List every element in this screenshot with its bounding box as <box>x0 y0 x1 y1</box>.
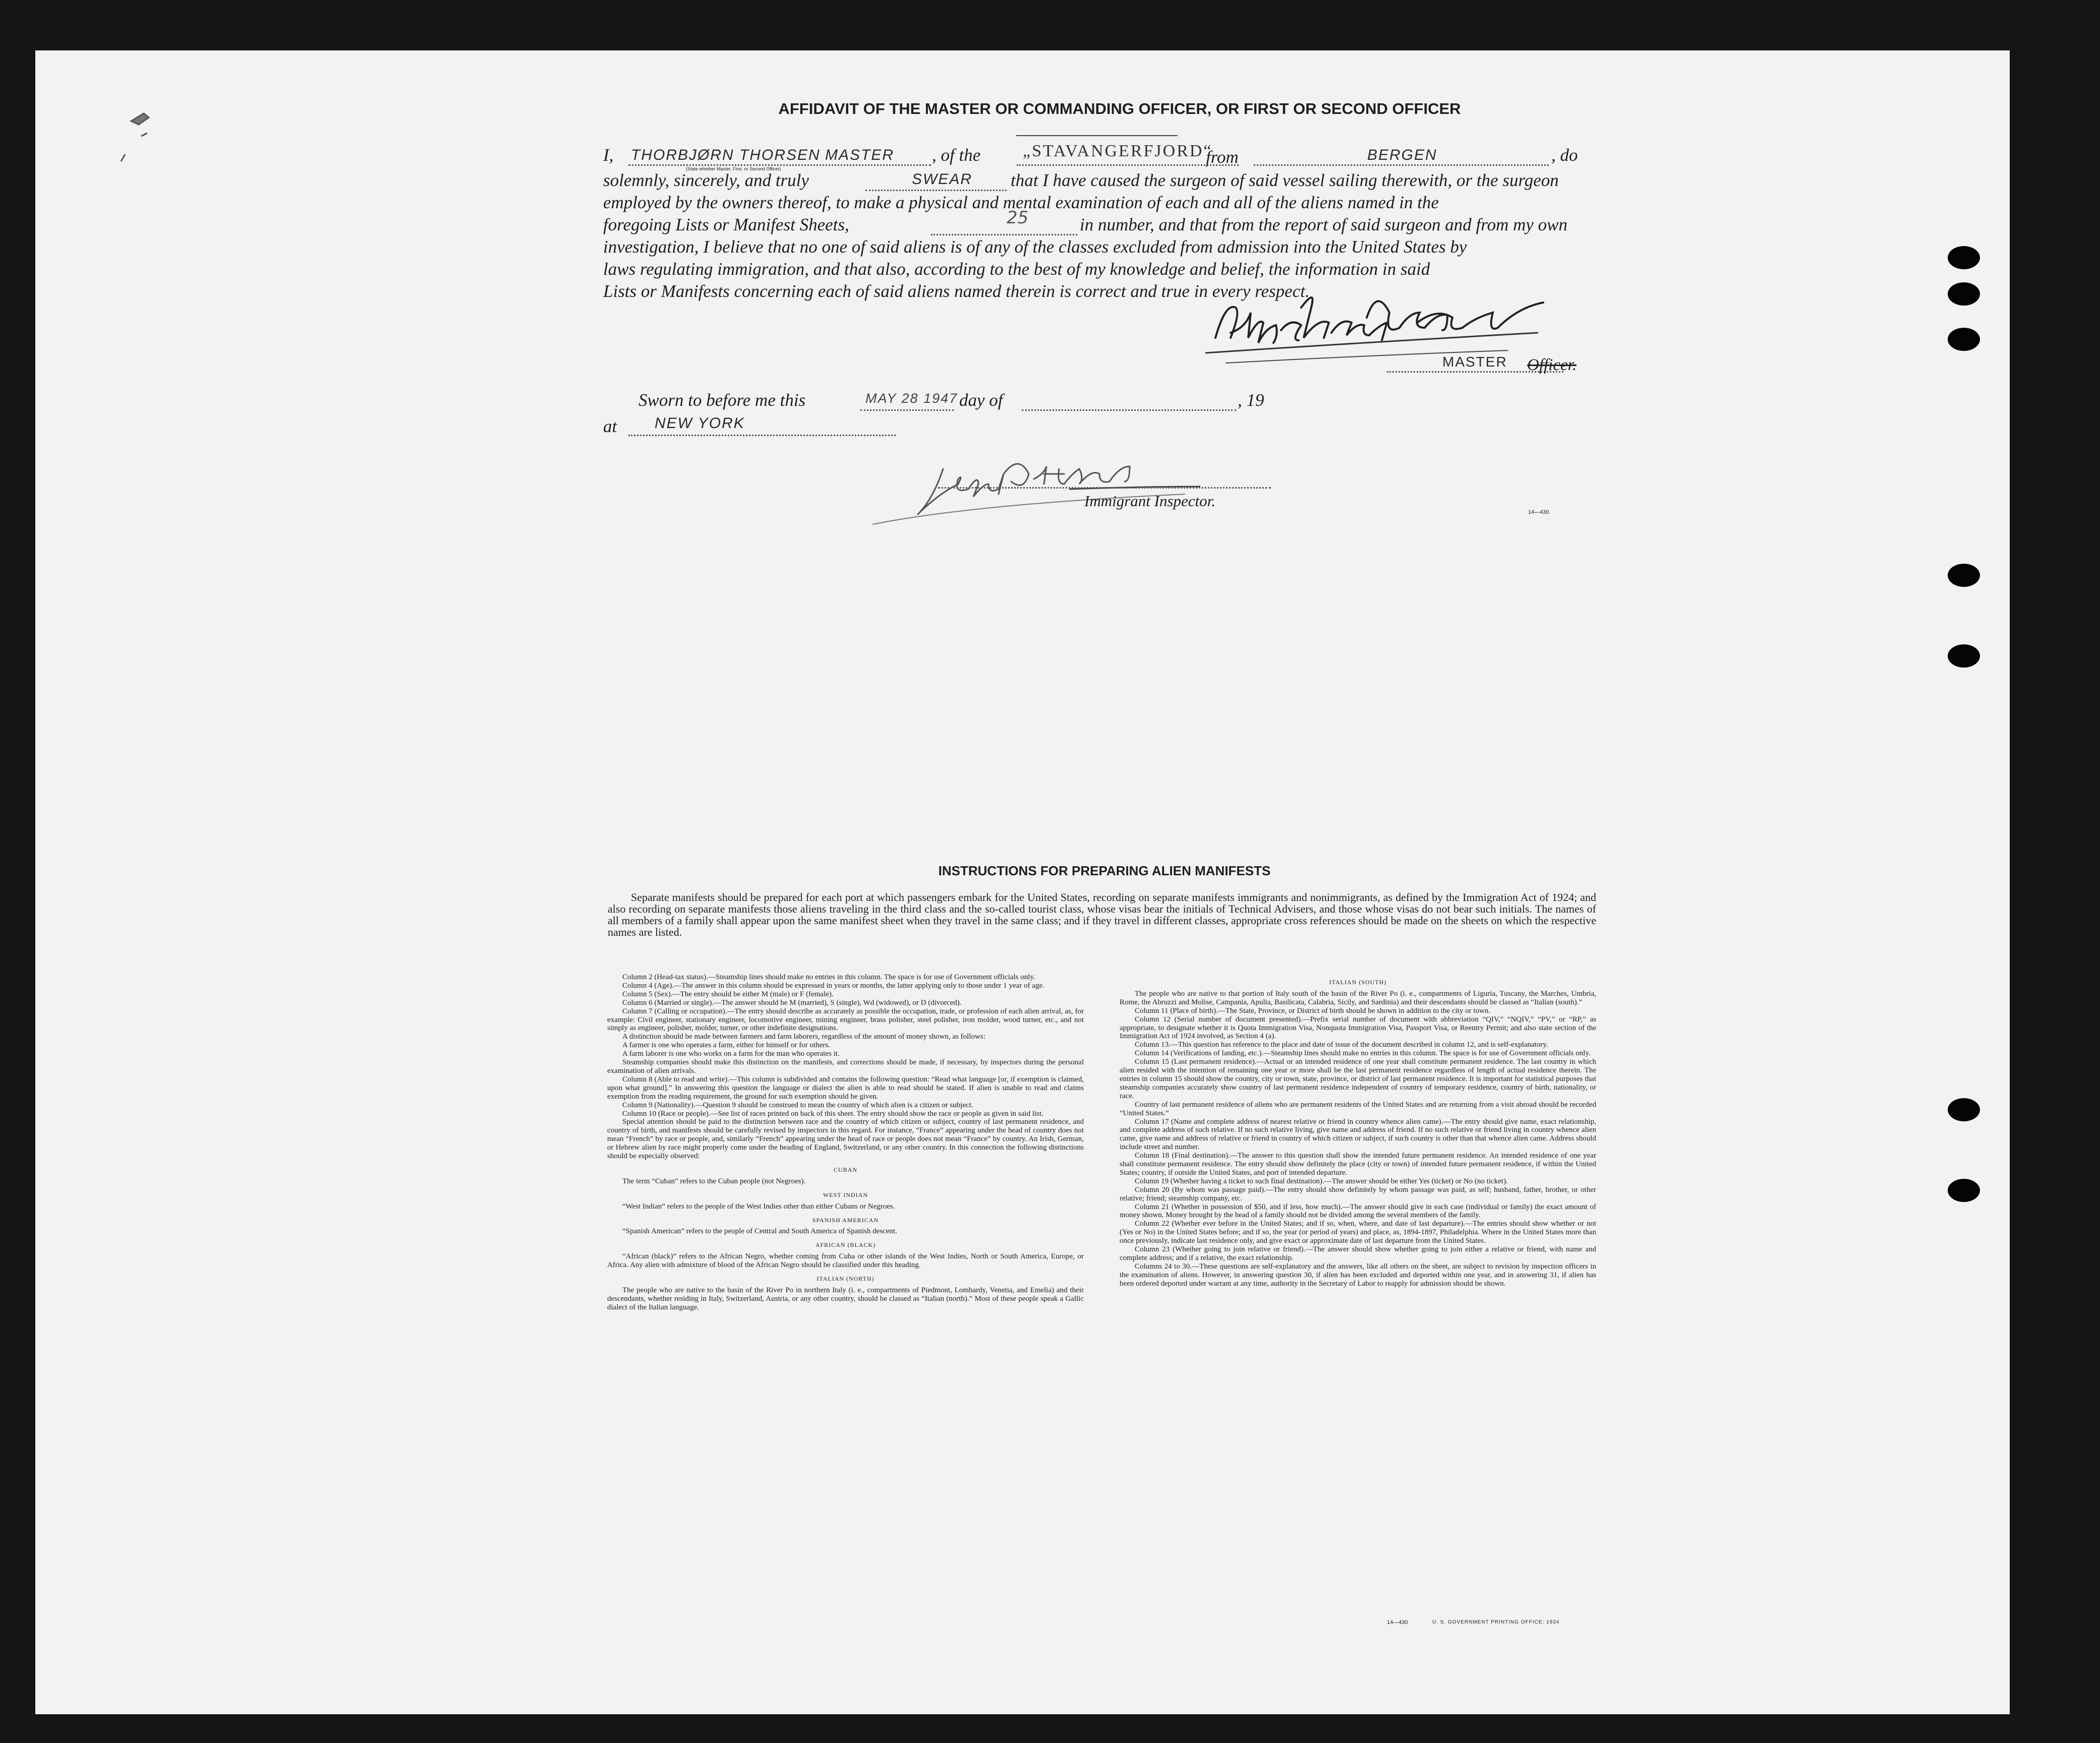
punch-hole <box>1948 1179 1980 1202</box>
instruction-paragraph: A farm laborer is one who works on a farm for the man who operates it. <box>622 1050 840 1058</box>
sworn-mid: day of <box>959 390 1003 410</box>
line4-pre: foregoing Lists or Manifest Sheets, <box>603 215 849 234</box>
instruction-paragraph: Column 8 (Able to read and write).—This column is subdivided and contains the following question: “Read what language [or, if exemption is claimed, upon what ground].” In answering this question the language or dialect the alien is able to read should be stated. If alien is unable to read and claims exemption from the reading requirement, the ground for such exemption should be given. <box>607 1075 1084 1101</box>
officer-rank-field: MASTER <box>825 147 895 163</box>
instruction-paragraph: Column 15 (Last permanent residence).—Actual or an intended residence of one year shall constitute permanent residence. The last country in which alien resided with the intention of remaining one year or more shall be the last permanent residence regardless of length of actual residence therein. The entries in column 15 should show the country, city or town, state, province, or district of last permanent residence. It is important for statistical purposes that steamship companies accurately show country of last permanent residence independent of country of temporary residence, country of birth, nationality, or race. <box>1120 1058 1596 1100</box>
instructions-intro: Separate manifests should be prepared for each port at which passengers embark for the United States, recording on separate manifests immigrants and nonimmigrants, as defined by the Immigration Act of 1924; and also recording on separate manifests those aliens traveling in the third class and the so-called tourist class, whose visas bear the initials of Technical Advisers, and those whose visas do not bear such initials. The names of all members of a family shall appear upon the same manifest sheet when they travel in the same class; and if they travel in different classes, appropriate cross references should be made on the sheets on which the respective names are listed. <box>608 891 1596 938</box>
instruction-subheading: ITALIAN (SOUTH) <box>1329 979 1387 986</box>
instruction-paragraph: Columns 24 to 30.—These questions are self-explanatory and the answers, like all others on the sheet, are subject to revision by inspection officers in the examination of aliens. However, in answering question 30, if alien has been excluded and deported within one year, and in answering 31, if alien has been ordered deported under warrant at any time, authority in the Secretary of Labor to reapply for admission should be shown. <box>1120 1262 1596 1288</box>
instruction-paragraph: Column 13.—This question has reference to the place and date of issue of the document described in column 12, and is self-explanatory. <box>1135 1041 1548 1049</box>
oath-field: SWEAR <box>912 171 973 188</box>
rank-caption: (State whether Master, First, or Second Officer) <box>686 166 781 171</box>
instruction-subheading: SPANISH AMERICAN <box>812 1216 879 1224</box>
form-number-bottom: 14—430 <box>1387 1619 1408 1626</box>
punch-hole <box>1948 644 1980 668</box>
instruction-paragraph: Special attention should be paid to the distinction between race and the country of which citizen or subject, country of last permanent residence, and country of birth, and manifests should be carefully revised by inspectors in this regard. For instance, “France” appearing under the head of country does not mean “French” by race or people, and, similarly “French” appearing under the head of race or people does not mean “France” by country. An Irish, German, or Hebrew alien by race might properly come under the heading of England, Switzerland, or any other country. In this connection the following distinctions should be especially observed: <box>607 1118 1084 1161</box>
signature-rank-field: MASTER <box>1442 354 1507 370</box>
affidavit-line-1 <box>603 144 1596 166</box>
signature-suffix: Officer. <box>1527 356 1577 374</box>
instruction-paragraph: The people who are native to the basin of the River Po in northern Italy (i. e., compartments of Piedmont, Lombardy, Venetia, and Emelia) and their descendants, whether residing in Italy, Switzerland, Austria, or any other country, should be classed as “Italian (north).” Most of these people speak a Gallic dialect of the Italian language. <box>607 1286 1084 1311</box>
line1-pre: I, <box>603 145 614 165</box>
punch-hole <box>1948 564 1980 587</box>
instruction-paragraph: The people who are native to that portion of Italy south of the basin of the River Po (i. e., compartments of Liguria, Tuscany, the Marches, Umbria, Rome, the Abruzzi and Molise, Campania, Apulia, Basilicata, Calabria, Sicily, and Sardinia) and their descendants should be classed as “Italian (south).” <box>1120 989 1596 1006</box>
instruction-paragraph: Column 6 (Married or single).—The answer should be M (married), S (single), Wd (widowed), or D (divorced). <box>622 998 962 1007</box>
instruction-paragraph: Column 19 (Whether having a ticket to such final destination).—The answer should be either Yes (ticket) or No (no ticket). <box>1135 1177 1508 1185</box>
instruction-paragraph: The term “Cuban” refers to the Cuban people (not Negroes). <box>622 1177 806 1185</box>
instruction-paragraph: Column 2 (Head-tax status).—Steamship lines should make no entries in this column. The space is for use of Government officials only. <box>622 973 1035 981</box>
instruction-paragraph: Steamship companies should make this distinction on the manifests, and corrections should be made, if necessary, by inspectors during the personal examination of alien arrivals. <box>607 1058 1084 1075</box>
instruction-paragraph: Column 4 (Age).—The answer in this column should be expressed in years or months, the latter applying only to those under 1 year of age. <box>622 981 1044 990</box>
punch-hole <box>1948 246 1980 269</box>
affidavit-line-2 <box>603 169 1596 192</box>
form-number-top: 14—430 <box>1528 509 1549 515</box>
manifest-back-page <box>35 50 2010 1714</box>
instruction-paragraph: Column 12 (Serial number of document presented).—Prefix serial number of document with abbreviation “QIV,” “NQIV,” “PV,” or “RP,” as appropriate, to designate whether it is Quota Immigration Visa, Nonquota Immigration Visa, Passport Visa, or Reentry Permit; and also state section of the Immigration Act of 1924 involved, as Section 4 (a). <box>1120 1015 1596 1041</box>
affidavit-line-5: investigation, I believe that no one of said aliens is of any of the classes excluded from admission into the United States by <box>603 237 1467 257</box>
instruction-paragraph: Column 22 (Whether ever before in the United States; and if so, when, where, and date of last departure).—The entries should show whether or not (Yes or No) in the United States before; and if so, the year (or period of years) and place, as, 1894-1897, Philadelphia. Where in the United States more than once previously, indicate last residence only, and give exact or approximate date of last departure from the United States. <box>1120 1220 1596 1245</box>
instruction-paragraph: Column 21 (Whether in possession of $50, and if less, how much).—The answer should give in each case (individual or family) the exact amount of money shown. Money brought by the head of a family should not be divided among the several members of the family. <box>1120 1203 1596 1220</box>
instruction-paragraph: Column 5 (Sex).—The entry should be either M (male) or F (female). <box>622 990 834 998</box>
affidavit-line-4 <box>603 208 1596 236</box>
port-from-field: BERGEN <box>1367 147 1437 163</box>
vessel-name-field: „STAVANGERFJORD“ <box>1023 142 1213 160</box>
line2-post: that I have caused the surgeon of said vessel sailing therewith, or the surgeon <box>1011 170 1559 190</box>
instruction-subheading: WEST INDIAN <box>823 1191 868 1198</box>
instruction-paragraph: Column 14 (Verifications of landing, etc.).—Steamship lines should make no entries in this column. The space is for use of Government officials only. <box>1135 1049 1591 1058</box>
inspector-caption: Immigrant Inspector. <box>1084 492 1216 510</box>
punch-hole <box>1948 282 1980 306</box>
instruction-paragraph: Column 11 (Place of birth).—The State, Province, or District of birth should be shown in addition to the city or town. <box>1135 1006 1491 1015</box>
instruction-paragraph: A distinction should be made between farmers and farm laborers, regardless of the amount of money shown, as follows: <box>622 1033 985 1041</box>
instruction-subheading: CUBAN <box>833 1166 857 1173</box>
affidavit-line-6: laws regulating immigration, and that also, according to the best of my knowledge and belief, the information in said <box>603 259 1430 279</box>
officer-name-field: THORBJØRN THORSEN <box>631 147 821 163</box>
affidavit-title: AFFIDAVIT OF THE MASTER OR COMMANDING OFFICER, OR FIRST OR SECOND OFFICER <box>778 100 1461 117</box>
instruction-paragraph: Column 9 (Nationality).—Question 9 should be construed to mean the country of which alien is a citizen or subject. <box>622 1101 973 1109</box>
instruction-paragraph: “West Indian” refers to the people of the West Indies other than either Cubans or Negroes. <box>622 1202 895 1211</box>
sworn-pre: Sworn to before me this <box>638 390 806 410</box>
at-label: at <box>603 416 617 436</box>
instruction-paragraph: Column 23 (Whether going to join relative or friend).—The answer should show whether going to join either a relative or friend, with name and complete address; and if a relative, the exact relationship. <box>1120 1245 1596 1262</box>
line4-post: in number, and that from the report of said surgeon and from my own <box>1080 215 1568 234</box>
instruction-paragraph: “African (black)” refers to the African Negro, whether coming from Cuba or other islands of the West Indies, North or South America, Europe, or Africa. Any alien with admixture of blood of the African Negro should be classified under this heading. <box>607 1252 1084 1270</box>
at-place-field: NEW YORK <box>655 415 745 432</box>
instruction-paragraph: “Spanish American” refers to the people of Central and South America of Spanish descent. <box>622 1227 897 1236</box>
punch-hole <box>1948 1098 1980 1121</box>
line2-pre: solemnly, sincerely, and truly <box>603 170 809 190</box>
instruction-subheading: ITALIAN (NORTH) <box>816 1275 874 1283</box>
sworn-line <box>638 389 1597 411</box>
smudge-marks <box>111 81 212 171</box>
sworn-end: , 19 <box>1238 390 1264 410</box>
line1-end: , do <box>1551 145 1578 165</box>
punch-hole <box>1948 328 1980 351</box>
instruction-paragraph: Country of last permanent residence of aliens who are permanent residents of the United States and are returning from a visit abroad should be recorded “United States.” <box>1120 1100 1596 1117</box>
instructions-left-column <box>607 973 1084 1312</box>
sworn-date-stamp: MAY 28 1947 <box>865 391 958 406</box>
instruction-paragraph: Column 17 (Name and complete address of nearest relative or friend in country whence alien came).—The entry should give name, exact relationship, and complete address of such relative. If no such relative living, give name and address of friend. If no such relative or friend living in country whence alien came, give name and address of relative or friend in country of which citizen or subject, if such country is other than that whence alien came. Address should include street and number. <box>1120 1117 1596 1152</box>
instruction-paragraph: Column 18 (Final destination).—The answer to this question shall show the intended future permanent residence. An intended residence of one year shall constitute permanent residence. The entry should show definitely the place (city or town) of intended future permanent residence, if within the United States; country, if outside the United States, and port of intended departure. <box>1120 1152 1596 1177</box>
inspector-signature <box>842 434 1286 534</box>
sheet-count-field: 25 <box>1007 208 1029 228</box>
instruction-paragraph: Column 7 (Calling or occupation).—The entry should describe as accurately as possible the occupation, trade, or profession of each alien arrival, as, for example: Civil engineer, stationary engineer, locomotive engineer, mining engineer, brass polisher, steel polisher, iron molder, wood turner, etc., and not simply as engineer, polisher, molder, turner, or other indefinite designations. <box>607 1007 1084 1033</box>
line1-from: from <box>1206 147 1239 167</box>
instruction-subheading: AFRICAN (BLACK) <box>815 1241 876 1249</box>
instruction-paragraph: Column 20 (By whom was passage paid).—The entry should show definitely by whom passage was paid, as self; husband, father, brother, or other relative; friend; steamship company, etc. <box>1120 1185 1596 1203</box>
instructions-right-column <box>1120 973 1596 1288</box>
affidavit-line-7: Lists or Manifests concerning each of said aliens named therein is correct and true in every respect. <box>603 281 1310 301</box>
instructions-title: INSTRUCTIONS FOR PREPARING ALIEN MANIFESTS <box>938 863 1271 878</box>
instruction-paragraph: A farmer is one who operates a farm, either for himself or for others. <box>622 1041 830 1050</box>
line1-mid: , of the <box>932 145 981 165</box>
affidavit-line-3: employed by the owners thereof, to make a physical and mental examination of each and all of the aliens named in the <box>603 193 1439 212</box>
title-rule <box>1016 135 1178 136</box>
printer-credit: U. S. GOVERNMENT PRINTING OFFICE: 1934 <box>1432 1619 1560 1625</box>
instruction-paragraph: Column 10 (Race or people).—See list of races printed on back of this sheet. The entry should show the race or people as given in said list. <box>622 1109 1043 1118</box>
